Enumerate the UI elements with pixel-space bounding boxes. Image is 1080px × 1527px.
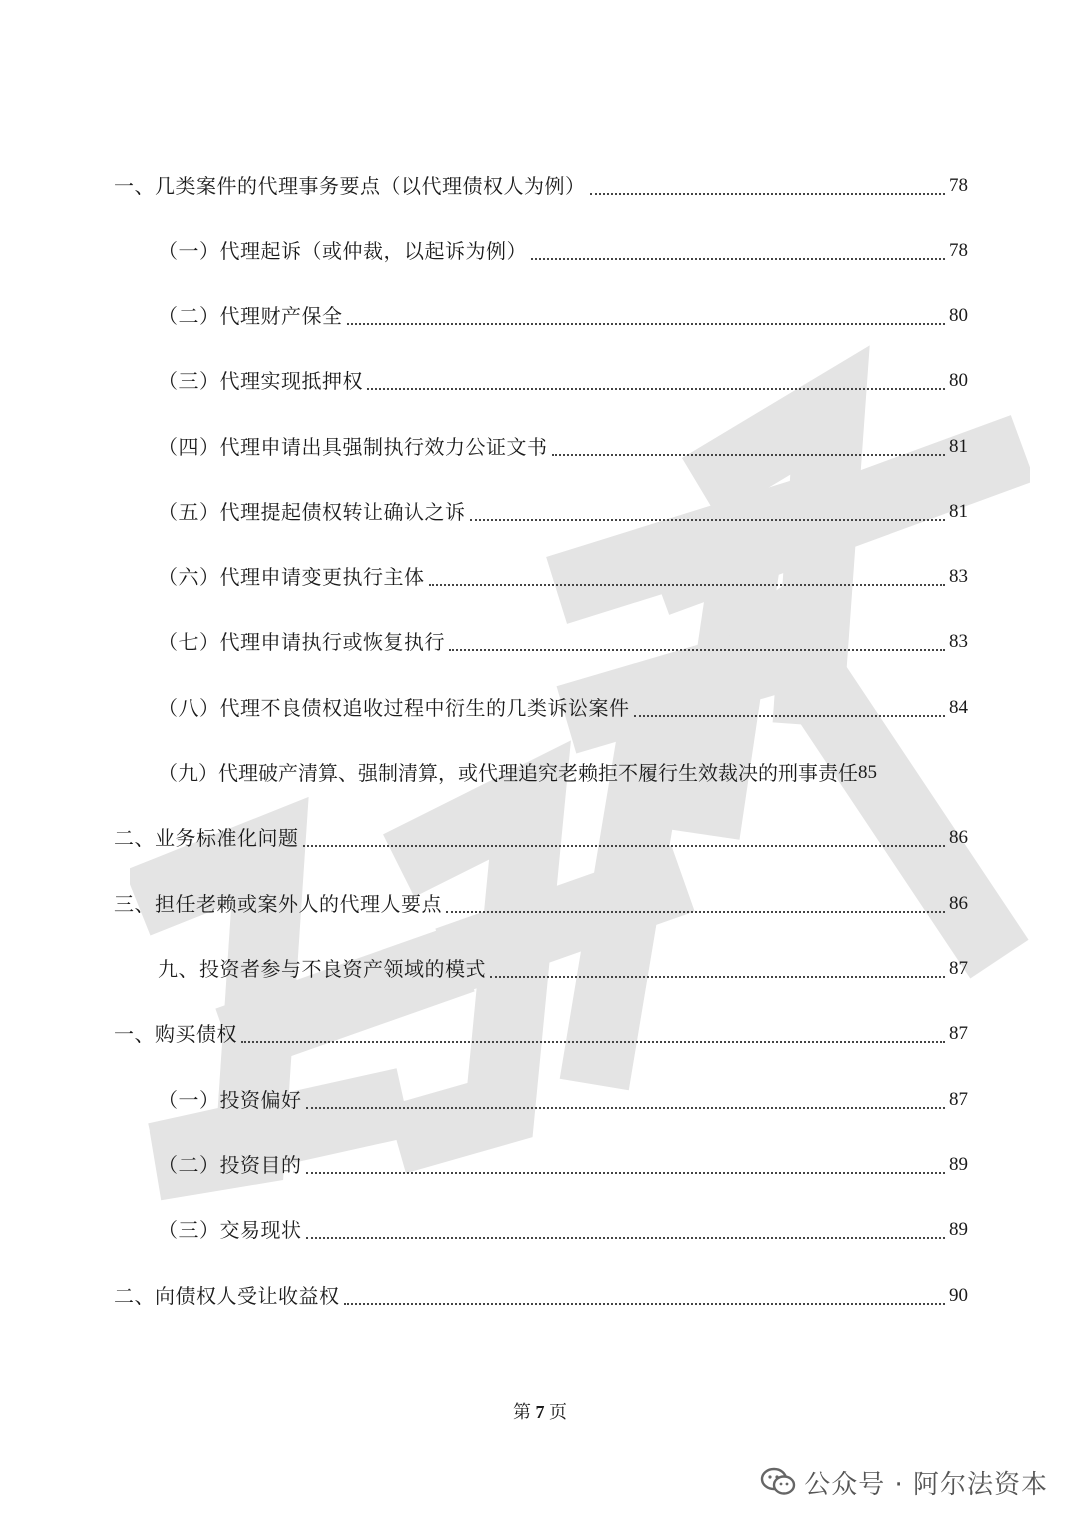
toc-leader-dots bbox=[303, 844, 946, 847]
toc-entry-label: 一、几类案件的代理事务要点（以代理债权人为例） bbox=[114, 174, 586, 198]
toc-entry-label: （七）代理申请执行或恢复执行 bbox=[158, 630, 445, 654]
toc-entry-page: 87 bbox=[949, 958, 968, 979]
toc-entry-page: 83 bbox=[949, 566, 968, 587]
toc-entry[interactable] bbox=[158, 1210, 968, 1250]
toc-entry-label: （六）代理申请变更执行主体 bbox=[158, 565, 425, 589]
toc-entry-label: （二）投资目的 bbox=[158, 1153, 302, 1177]
toc-leader-dots bbox=[367, 387, 945, 390]
toc-entry-page: 87 bbox=[949, 1089, 968, 1110]
toc-leader-dots bbox=[490, 975, 945, 978]
toc-leader-dots bbox=[449, 648, 945, 651]
toc-leader-dots bbox=[306, 1171, 946, 1174]
toc-entry-label: 二、向债权人受让收益权 bbox=[114, 1284, 340, 1308]
toc-entry[interactable] bbox=[158, 622, 968, 662]
toc-entry[interactable] bbox=[158, 492, 968, 532]
toc-leader-dots bbox=[552, 453, 946, 456]
toc-entry-label: （五）代理提起债权转让确认之诉 bbox=[158, 500, 466, 524]
toc-entry-page: 81 bbox=[949, 436, 968, 457]
toc-entry[interactable] bbox=[158, 427, 968, 467]
toc-entry[interactable] bbox=[158, 753, 968, 793]
toc-entry-page: 86 bbox=[949, 827, 968, 848]
page-number-value: 7 bbox=[535, 1402, 545, 1422]
toc-entry[interactable] bbox=[158, 1080, 968, 1120]
toc-leader-dots bbox=[590, 192, 946, 195]
toc-leader-dots bbox=[634, 714, 946, 717]
toc-entry-label: （三）交易现状 bbox=[158, 1218, 302, 1242]
toc-entry-label: （三）代理实现抵押权 bbox=[158, 369, 363, 393]
toc-entry-page: 80 bbox=[949, 305, 968, 326]
toc-entry-page: 78 bbox=[949, 175, 968, 196]
toc-entry-label: （四）代理申请出具强制执行效力公证文书 bbox=[158, 435, 548, 459]
toc-entry[interactable] bbox=[158, 1145, 968, 1185]
toc-entry-label: （一）投资偏好 bbox=[158, 1088, 302, 1112]
toc-entry-page: 84 bbox=[949, 697, 968, 718]
toc-entry[interactable] bbox=[114, 1276, 968, 1316]
toc-entry[interactable] bbox=[114, 166, 968, 206]
page-number bbox=[0, 1398, 1080, 1424]
toc-entry-page: 86 bbox=[949, 893, 968, 914]
toc-leader-dots bbox=[446, 910, 945, 913]
wechat-icon bbox=[760, 1467, 796, 1497]
toc-entry[interactable] bbox=[158, 949, 968, 989]
toc-leader-dots bbox=[347, 322, 946, 325]
page-number-prefix: 第 bbox=[513, 1402, 531, 1422]
toc-entry-page: 83 bbox=[949, 631, 968, 652]
toc-entry-label: （二）代理财产保全 bbox=[158, 304, 343, 328]
toc-entry-page: 89 bbox=[949, 1154, 968, 1175]
toc-entry-page: 78 bbox=[949, 240, 968, 261]
toc-leader-dots bbox=[344, 1302, 946, 1305]
toc-entry-label: （八）代理不良债权追收过程中衍生的几类诉讼案件 bbox=[158, 696, 630, 720]
toc-leader-dots bbox=[429, 583, 946, 586]
toc-entry-page: 90 bbox=[949, 1285, 968, 1306]
toc-entry[interactable] bbox=[114, 818, 968, 858]
wechat-account-name: 公众号 · 阿尔法资本 bbox=[804, 1469, 1048, 1500]
toc-entry-page: 87 bbox=[949, 1023, 968, 1044]
toc-leader-dots bbox=[306, 1236, 946, 1239]
toc-leader-dots bbox=[241, 1040, 945, 1043]
toc-entry-label: 一、购买债权 bbox=[114, 1022, 237, 1046]
toc-entry-label: （九）代理破产清算、强制清算，或代理追究老赖拒不履行生效裁决的刑事责任 bbox=[158, 761, 858, 785]
page-number-suffix: 页 bbox=[549, 1402, 567, 1422]
toc-leader-dots bbox=[306, 1106, 946, 1109]
toc-entry[interactable] bbox=[158, 296, 968, 336]
toc-entry-page: 89 bbox=[949, 1219, 968, 1240]
toc-leader-dots bbox=[531, 257, 945, 260]
toc-entry-label: 九、投资者参与不良资产领域的模式 bbox=[158, 957, 486, 981]
toc-entry[interactable] bbox=[158, 361, 968, 401]
toc-entry-label: 三、担任老赖或案外人的代理人要点 bbox=[114, 892, 442, 916]
toc-leader-dots bbox=[470, 518, 946, 521]
toc-entry[interactable] bbox=[114, 1014, 968, 1054]
toc-entry[interactable] bbox=[158, 688, 968, 728]
toc-entry-label: （一）代理起诉（或仲裁，以起诉为例） bbox=[158, 239, 527, 263]
toc-entry-label: 二、业务标准化问题 bbox=[114, 826, 299, 850]
toc-entry-page: 81 bbox=[949, 501, 968, 522]
toc-entry[interactable] bbox=[158, 557, 968, 597]
toc-entry[interactable] bbox=[158, 231, 968, 271]
toc-entry-page: 85 bbox=[858, 762, 877, 783]
toc-entry[interactable] bbox=[114, 884, 968, 924]
wechat-account-badge[interactable] bbox=[760, 1462, 1048, 1502]
toc-entry-page: 80 bbox=[949, 370, 968, 391]
